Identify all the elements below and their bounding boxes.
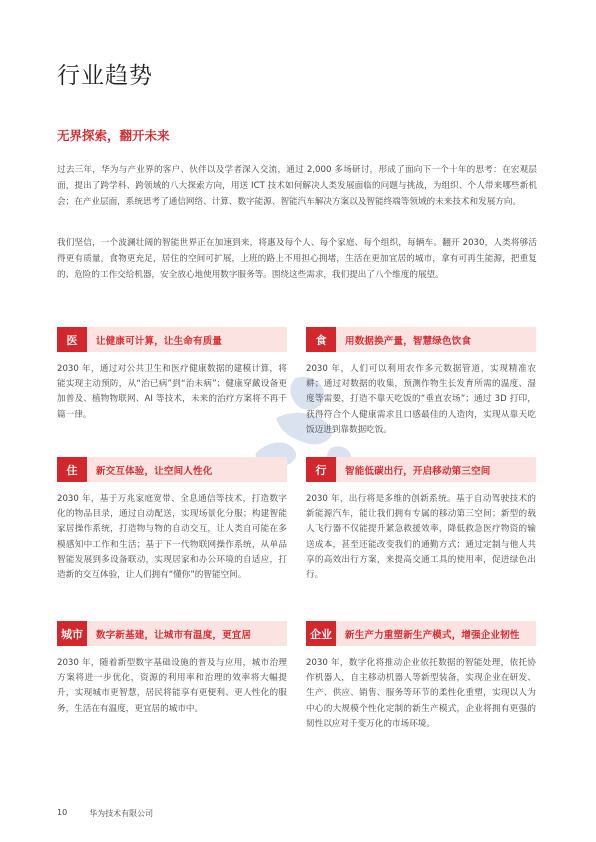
intro-paragraph: 我们坚信，一个波澜壮阔的智能世界正在加速到来，将惠及每个人、每个家庭、每个组织，每辆车。翻开 2030，人类将够活得更有质量，食物更充足，居住的空间可扩展，上班的路上不用担心拥堵，生活在更加宜居的城市，拿有可再生能源，把重复的、危险的工作交给机器，安全放心地使用数字服务等。围绕这些需求，我们提出了八个维度的展望。 <box>57 238 537 280</box>
card-body: 2030 年，出行将是多维的创新系统。基于自动驾驶技术的新能源汽车，能让我们拥有专属的移动第三空间；新型的载人飞行器不仅能提升紧急救援效率，降低救急医疗物资的输送成本，甚至还能改变我们的通勤方式；通过定制与他人共享的高效出行方案，来提高交通工具的使用率，促进绿色出行。 <box>306 494 536 581</box>
card-body: 2030 年，随着新型数字基础设施的普及与应用，城市治理方案将进一步优化，资源的利用率和治理的效率将大幅提升，实现城市更智慧，居民将能享有更便利、更人性化的服务，生活在有温度，更宜居的城市中。 <box>57 658 287 714</box>
page-footer <box>57 808 153 819</box>
card-title: 智能低碳出行，开启移动第三空间 <box>336 457 536 482</box>
card-badge: 医 <box>57 327 87 352</box>
trend-card-food <box>306 327 536 438</box>
card-title: 新生产力重塑新生产模式，增强企业韧性 <box>336 621 536 646</box>
card-badge: 企业 <box>306 621 336 646</box>
card-title: 数字新基建，让城市有温度，更宜居 <box>87 621 287 646</box>
card-header <box>306 621 536 646</box>
card-body: 2030 年，通过对公共卫生和医疗健康数据的建模计算，将能实现主动预防，从“治已病”到“治未病”；健康穿戴设备更加普及、植物物联网、AI 等技术，未来的治疗方案将不再千篇一律。 <box>57 364 287 420</box>
card-badge: 行 <box>306 457 336 482</box>
card-body: 2030 年，人们可以利用农作多元数据管道，实现精准农耕；通过对数据的收集，预测作物生长发育所需的温度、湿度等需要，打造不靠天吃饭的“垂直农场”；通过 3D 打印，获得符合个人健康需求且口感最佳的人造肉，实现从靠天吃饭迈进到靠数据吃饭。 <box>306 364 536 435</box>
card-header <box>57 457 287 482</box>
card-header <box>57 327 287 352</box>
trend-card-health <box>57 327 287 423</box>
trend-card-travel <box>306 457 536 583</box>
card-title: 新交互体验，让空间人性化 <box>87 457 287 482</box>
card-title: 用数据换产量，智慧绿色饮食 <box>336 327 536 352</box>
card-body: 2030 年，基于万兆家庭宽带、全息通信等技术，打造数字化的物品目录，通过自动配送，实现场景化分服；构建智能家居操作系统，打造物与物的自动交互，让人类自可能在多模感知中工作和生活；基于下一代物联网操作系统，从单品智能发展到多设备联动，实现居家和办公环境的自适应，打造新的交互体验，让人们拥有“懂你”的智能空间。 <box>57 494 287 581</box>
card-badge: 食 <box>306 327 336 352</box>
company-name: 华为技术有限公司 <box>89 809 154 818</box>
card-title: 让健康可计算，让生命有质量 <box>87 327 287 352</box>
page-title: 行业趋势 <box>57 63 153 89</box>
section-subtitle: 无界探索，翻开未来 <box>57 128 170 143</box>
trend-card-city <box>57 621 287 717</box>
intro-paragraph: 过去三年，华为与产业界的客户、伙伴以及学者深入交流，通过 2,000 多场研讨，形成了面向下一个十年的思考：在宏观层面，提出了跨学科、跨领域的八大探索方向，用送 ICT 技术如何解决人类发展面临的问题与挑战，为组织、个人带来哪些新机会；在产业层面，系统思考了通信网络、计算、数字能源、智能汽车解决方案以及智能终端等领域的未来技术和发展方向。 <box>57 165 537 207</box>
card-body: 2030 年，数字化将推动企业依托数据的智能处理，依托协作机器人，自主移动机器人等新型装备，实现企业在研发、生产、供应、销售、服务等环节的柔性化重塑，实现以人为中心的大规模个性化定制的新生产模式，企业将拥有更强的韧性以应对千变万化的市场环境。 <box>306 658 536 729</box>
trend-card-enterprise <box>306 621 536 732</box>
page-number: 10 <box>57 808 68 817</box>
card-header <box>306 327 536 352</box>
card-header <box>57 621 287 646</box>
trend-card-living <box>57 457 287 583</box>
card-header <box>306 457 536 482</box>
card-badge: 住 <box>57 457 87 482</box>
card-badge: 城市 <box>57 621 87 646</box>
